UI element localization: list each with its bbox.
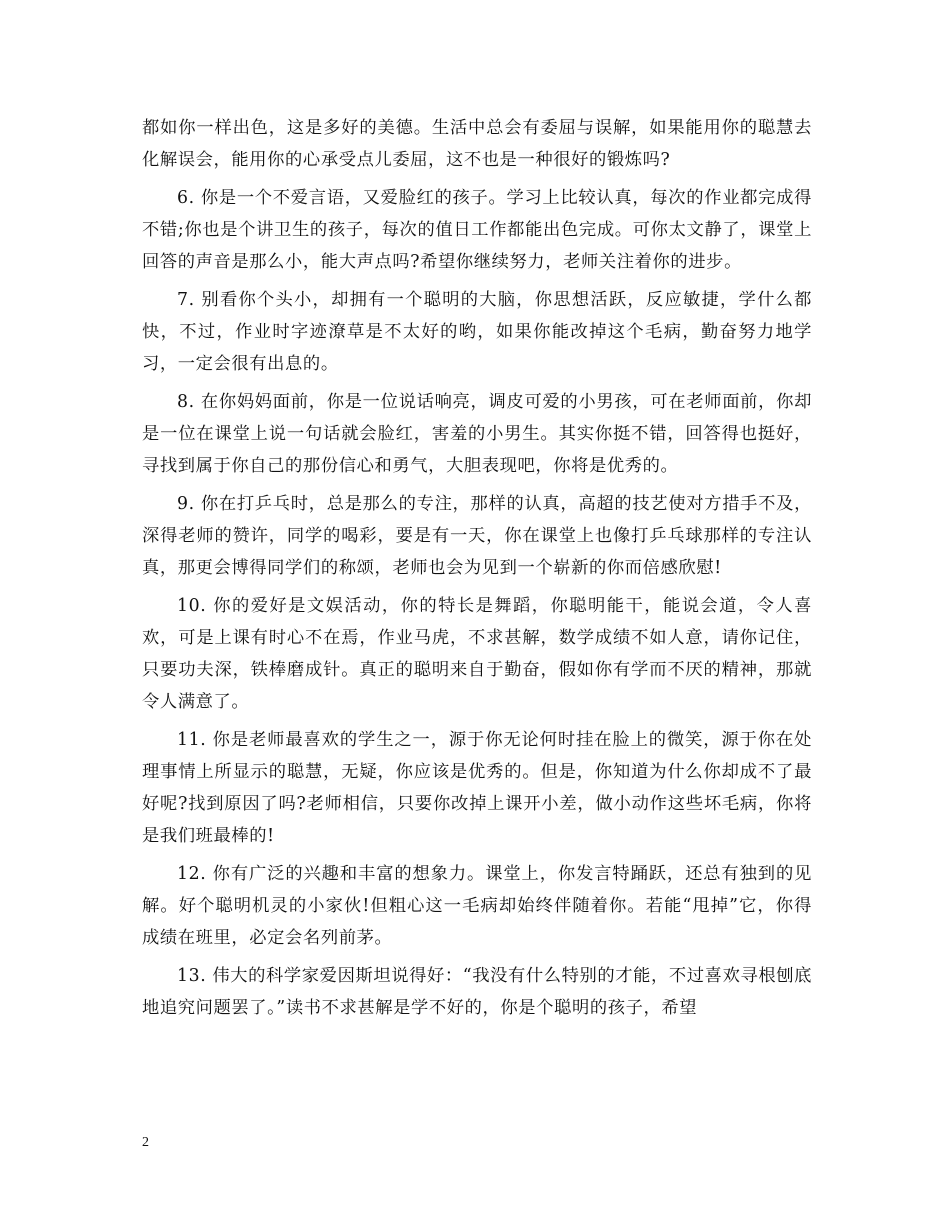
paragraph-item-9: 9. 你在打乒乓时，总是那么的专注，那样的认真，高超的技艺使对方措手不及，深得老师的赞许，同学的喝彩，要是有一天，你在课堂上也像打乒乓球那样的专注认真，那更会博得同学们的称颂，老师也会为见到一个崭新的你而倍感欣慰! (142, 494, 812, 578)
paragraph-item-8: 8. 在你妈妈面前，你是一位说话响亮，调皮可爱的小男孩，可在老师面前，你却是一位在课堂上说一句话就会脸红，害羞的小男生。其实你挺不错，回答得也挺好，寻找到属于你自己的那份信心和勇气，大胆表现吧，你将是优秀的。 (142, 392, 812, 476)
paragraph-item-10: 10. 你的爱好是文娱活动，你的特长是舞蹈，你聪明能干，能说会道，令人喜欢，可是上课有时心不在焉，作业马虎，不求甚解，数学成绩不如人意，请你记住，只要功夫深，铁棒磨成针。真正的聪明来自于勤奋，假如你有学而不厌的精神，那就令人满意了。 (142, 596, 812, 712)
paragraph-item-6: 6. 你是一个不爱言语，又爱脸红的孩子。学习上比较认真，每次的作业都完成得不错;你也是个讲卫生的孩子，每次的值日工作都能出色完成。可你太文静了，课堂上回答的声音是那么小，能大声点吗?希望你继续努力，老师关注着你的进步。 (142, 188, 812, 272)
paragraph-item-11: 11. 你是老师最喜欢的学生之一，源于你无论何时挂在脸上的微笑，源于你在处理事情上所显示的聪慧，无疑，你应该是优秀的。但是，你知道为什么你却成不了最好呢?找到原因了吗?老师相信，只要你改掉上课开小差，做小动作这些坏毛病，你将是我们班最棒的! (142, 730, 812, 846)
paragraph-continued: 都如你一样出色，这是多好的美德。生活中总会有委屈与误解，如果能用你的聪慧去化解误会，能用你的心承受点儿委屈，这不也是一种很好的锻炼吗? (142, 118, 812, 170)
document-body (142, 112, 812, 1024)
page-number: 2 (142, 1135, 149, 1150)
paragraph-item-13: 13. 伟大的科学家爱因斯坦说得好：“我没有什么特别的才能，不过喜欢寻根刨底地追究问题罢了。”读书不求甚解是学不好的，你是个聪明的孩子，希望 (142, 966, 812, 1018)
paragraph-item-7: 7. 别看你个头小，却拥有一个聪明的大脑，你思想活跃，反应敏捷，学什么都快，不过，作业时字迹潦草是不太好的哟，如果你能改掉这个毛病，勤奋努力地学习，一定会很有出息的。 (142, 290, 812, 374)
paragraph-item-12: 12. 你有广泛的兴趣和丰富的想象力。课堂上，你发言特踊跃，还总有独到的见解。好个聪明机灵的小家伙!但粗心这一毛病却始终伴随着你。若能“甩掉”它，你得成绩在班里，必定会名列前茅。 (142, 864, 812, 948)
